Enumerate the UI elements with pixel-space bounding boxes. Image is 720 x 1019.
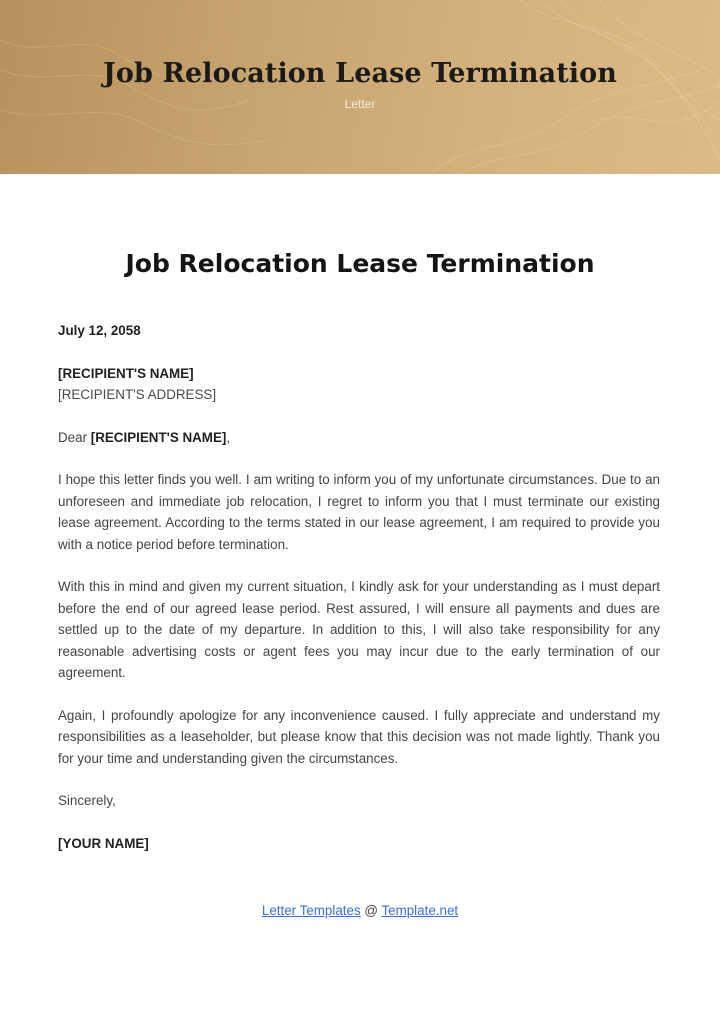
recipient-name: [RECIPIENT'S NAME]	[58, 365, 194, 381]
letter-body	[58, 320, 660, 854]
salutation-name: [RECIPIENT'S NAME]	[90, 429, 227, 445]
document-title: Job Relocation Lease Termination	[125, 249, 595, 278]
paragraph-1: I hope this letter finds you well. I am writing to inform you of my unfortunate circumstances. Due to an unforeseen and immediate job relocation, I regret to inform you that I must terminate our existing lease agreement. According to the terms stated in our lease agreement, I am required to provide you with a notice period before termination.	[58, 472, 660, 552]
banner-subtitle: Letter	[344, 97, 376, 111]
footer	[0, 903, 720, 918]
signature: [YOUR NAME]	[58, 835, 149, 851]
banner-title: Job Relocation Lease Termination	[103, 58, 617, 89]
recipient-address: [RECIPIENT'S ADDRESS]	[58, 387, 217, 402]
footer-separator: @	[360, 903, 382, 918]
salutation-prefix: Dear	[58, 429, 91, 445]
salutation-suffix: ,	[226, 429, 231, 445]
header-banner	[0, 0, 720, 174]
paragraph-3: Again, I profoundly apologize for any inconvenience caused. I fully appreciate and understand my responsibilities as a leaseholder, but please know that this decision was not made lightly. Thank you for your time and understanding given the circumstances.	[58, 707, 660, 766]
template-net-link[interactable]: Template.net	[381, 903, 459, 918]
salutation	[58, 427, 660, 449]
closing: Sincerely,	[58, 793, 116, 808]
letter-templates-link[interactable]: Letter Templates	[261, 903, 361, 918]
paragraph-2: With this in mind and given my current situation, I kindly ask for your understanding as I must depart before the end of our agreed lease period. Rest assured, I will ensure all payments and dues are settled up to the date of my departure. In addition to this, I will also take responsibility for any reasonable advertising costs or agent fees you may incur due to the early termination of our agreement.	[58, 579, 660, 680]
letter-date: July 12, 2058	[58, 323, 141, 338]
